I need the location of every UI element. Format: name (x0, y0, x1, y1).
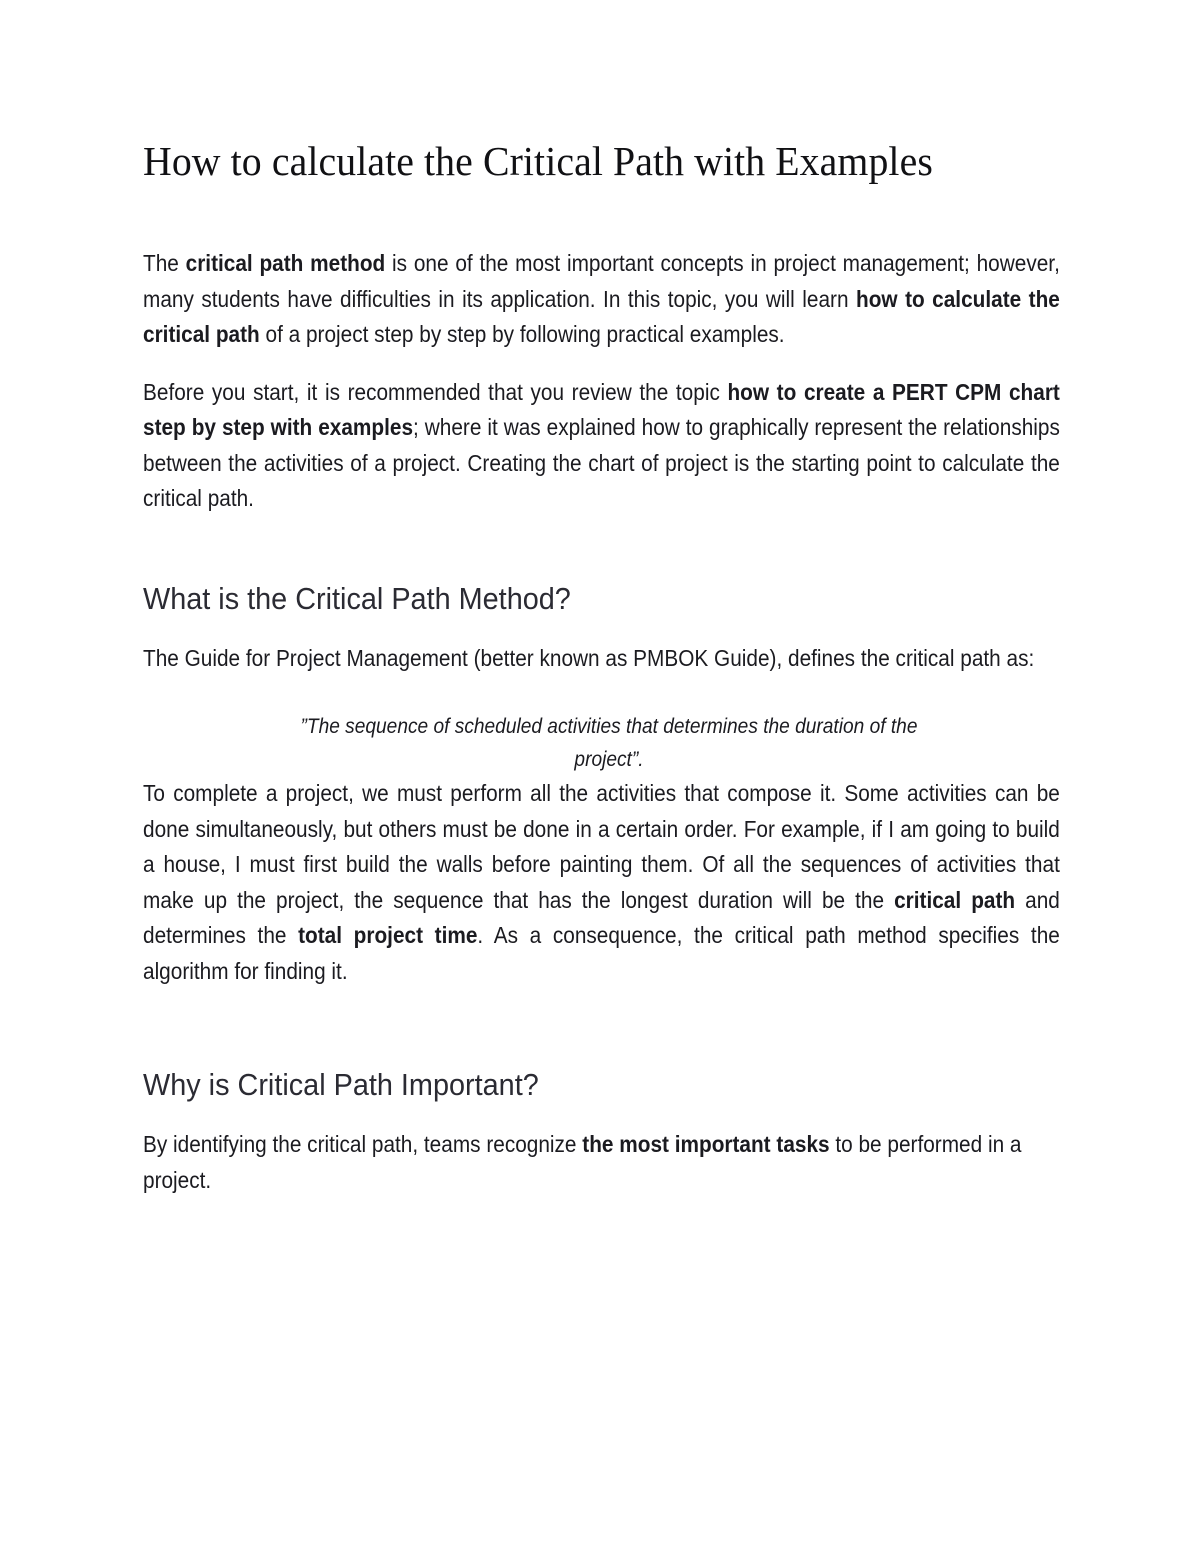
bold-critical-path-method: critical path method (185, 250, 386, 277)
paragraph-intro-2 (143, 375, 1060, 517)
text-segment: ; where it was explained how to graphically represent the relationships between the activities of a project. Creating the chart of project is the starting point to calculate the critical path. (143, 414, 1060, 512)
section-heading-what-is-critical-path-method: What is the Critical Path Method? (143, 580, 571, 616)
spacer (143, 989, 1060, 1065)
page-title: How to calculate the Critical Path with Examples (143, 138, 933, 184)
bold-how-to-calculate: how to calculate the critical path (143, 285, 1060, 348)
text-segment: The (143, 250, 186, 277)
section-heading-why-is-critical-path-important: Why is Critical Path Important? (143, 1067, 539, 1103)
text-segment: To complete a project, we must perform all the activities that compose it. Some activities can be done simultaneously, but others must be done in a certain order. For example, if I am going to build a house, I must first build the walls before painting them. Of all the sequences of activities that make up the project, the sequence that has the longest duration will be the (143, 780, 1060, 913)
spacer (143, 1105, 1060, 1127)
text-segment: Before you start, it is recommended that you review the topic (143, 378, 728, 405)
paragraph-why-important (143, 1127, 1060, 1198)
paragraph-intro-1 (143, 246, 1060, 353)
spacer (143, 184, 1060, 246)
spacer (143, 619, 1060, 641)
bold-total-project-time: total project time (298, 922, 478, 949)
spacer (143, 517, 1060, 579)
document-content (143, 0, 1060, 1198)
text-segment: is one of the most important concepts in project management; however, many students have difficulties in its application. In this topic, you will learn (143, 250, 1060, 312)
spacer (143, 676, 1060, 710)
text-segment: and determines the (143, 886, 1060, 949)
spacer (143, 353, 1060, 375)
quote-line-2: project”. (574, 747, 644, 772)
bold-pert-cpm-chart: how to create a PERT CPM chart step by step with examples (143, 378, 1060, 441)
bold-most-important-tasks: the most important tasks (582, 1131, 830, 1158)
bold-critical-path: critical path (894, 886, 1016, 913)
blockquote-pmbok (194, 710, 1023, 776)
text-segment: of a project step by step by following practical examples. (259, 321, 785, 348)
quote-line-1: ”The sequence of scheduled activities that determines the duration of the (300, 714, 918, 739)
paragraph-complete-project (143, 776, 1060, 989)
text-segment: By identifying the critical path, teams recognize (143, 1131, 583, 1158)
text-segment: to be performed in a project. (143, 1131, 1022, 1193)
paragraph-pmbok-definition: The Guide for Project Management (better known as PMBOK Guide), defines the critical path as: (143, 644, 1035, 671)
text-segment: . As a consequence, the critical path method specifies the algorithm for finding it. (143, 922, 1060, 984)
